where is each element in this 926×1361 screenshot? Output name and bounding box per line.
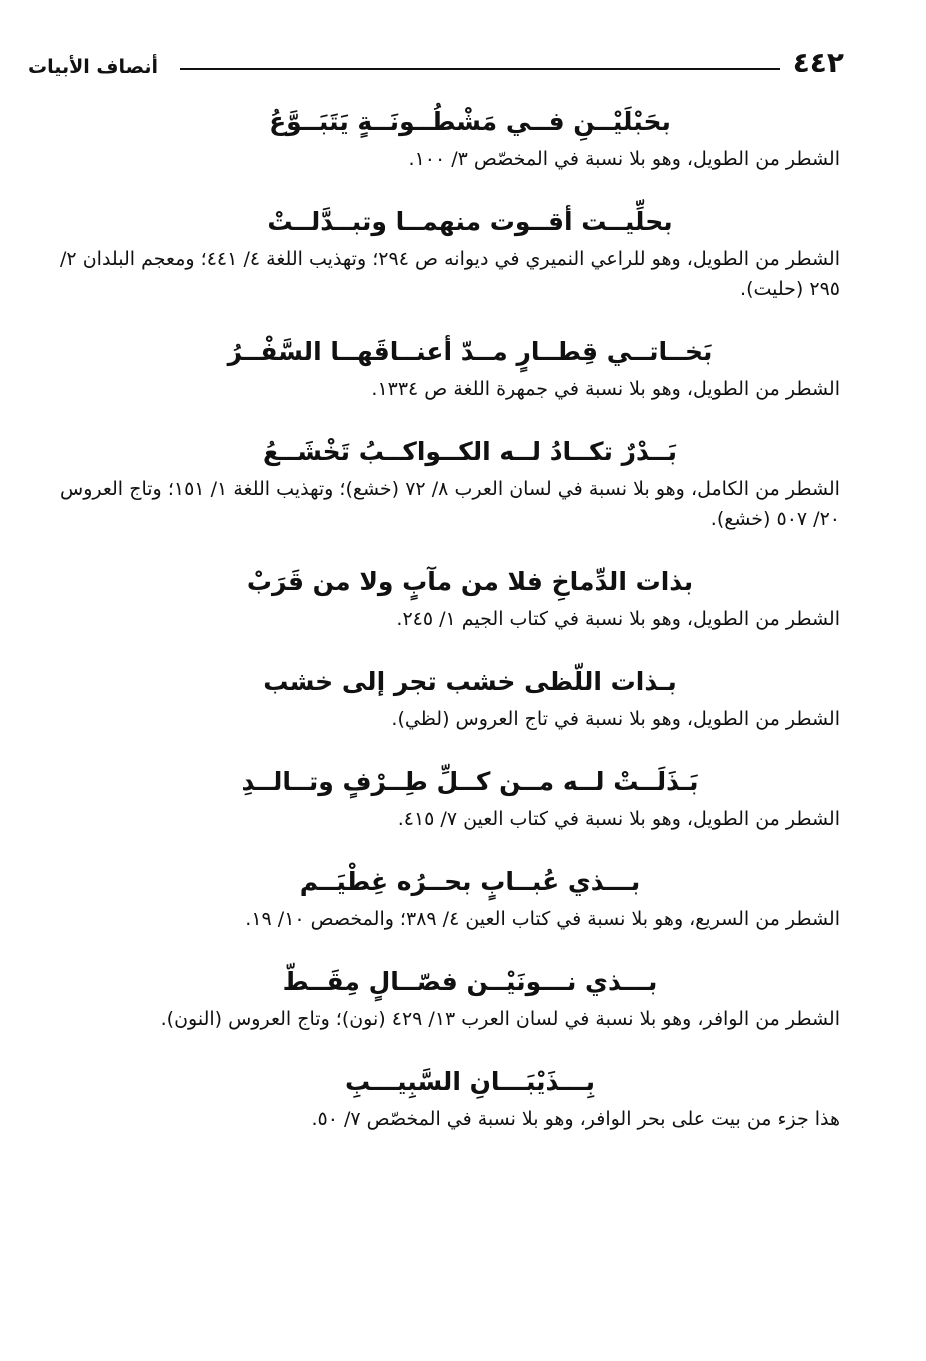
entry [60, 760, 840, 834]
verse-line: بذات الدِّماخِ فلا من مآبٍ ولا من قَرَبْ [246, 567, 694, 596]
header-rule [180, 68, 780, 70]
citation-note: الشطر من الكامل، وهو بلا نسبة في لسان العرب ٨/ ٧٢ (خشع)؛ وتهذيب اللغة ١/ ١٥١؛ وتاج العروس ٢٠/ ٥٠٧ (خشع). [60, 478, 840, 530]
verse-line: بَــدْرٌ تكــادُ لــه الكــواكــبُ تَخْشَــعُ [263, 437, 677, 466]
citation-note: الشطر من السريع، وهو بلا نسبة في كتاب العين ٤/ ٣٨٩؛ والمخصص ١٠/ ١٩. [245, 908, 840, 930]
citation-note: الشطر من الطويل، وهو بلا نسبة في كتاب العين ٧/ ٤١٥. [397, 808, 840, 830]
citation-note: الشطر من الطويل، وهو بلا نسبة في تاج العروس (لظي). [391, 708, 840, 730]
entry [60, 200, 840, 304]
entries-list [60, 100, 840, 1160]
citation-note: الشطر من الطويل، وهو بلا نسبة في جمهرة اللغة ص ١٣٣٤. [371, 378, 840, 400]
entry [60, 560, 840, 634]
verse-line: بـــذي عُبــابٍ بحــرُه غِطْيَــم [299, 867, 641, 896]
verse-line: بحلِّيــت أقــوت منهمــا وتبــدَّلــتْ [267, 207, 673, 236]
entry [60, 960, 840, 1034]
citation-note: الشطر من الطويل، وهو بلا نسبة في كتاب الجيم ١/ ٢٤٥. [396, 608, 840, 630]
entry [60, 430, 840, 534]
verse-line: بحَبْلَيْــنِ فــي مَشْطُــونَــةٍ يَتَبَــوَّعُ [269, 107, 671, 136]
citation-note: هذا جزء من بيت على بحر الوافر، وهو بلا نسبة في المخصّص ٧/ ٥٠. [311, 1108, 840, 1130]
verse-line: بـــذي نـــونَيْــن فصّــالٍ مِقَــطّ [282, 967, 658, 996]
citation-note: الشطر من الطويل، وهو بلا نسبة في المخصّص ٣/ ١٠٠. [408, 148, 840, 170]
verse-line: بَـذَلَــتْ لــه مــن كــلِّ طِــرْفٍ وتــالــدِ [241, 767, 699, 796]
verse-line: بِـــذَيْبَـــانِ السَّبِيـــبِ [344, 1067, 596, 1096]
entry [60, 860, 840, 934]
citation-note: الشطر من الطويل، وهو للراعي النميري في ديوانه ص ٢٩٤؛ وتهذيب اللغة ٤/ ٤٤١؛ ومعجم البلدان ٢/ ٢٩٥ (حليت). [60, 248, 840, 300]
verse-line: بَخــاتــي قِطــارٍ مــدّ أعنــاقَهــا السَّفْــرُ [227, 337, 713, 366]
entry [60, 100, 840, 174]
verse-line: بـذات اللّظى خشب تجر إلى خشب [263, 667, 677, 696]
entry [60, 330, 840, 404]
citation-note: الشطر من الوافر، وهو بلا نسبة في لسان العرب ١٣/ ٤٢٩ (نون)؛ وتاج العروس (النون). [160, 1008, 840, 1030]
page-header [28, 46, 844, 86]
running-title: أنصاف الأبيات [28, 56, 158, 78]
entry [60, 660, 840, 734]
entry [60, 1060, 840, 1134]
page-number: ٤٤٢ [792, 46, 844, 79]
